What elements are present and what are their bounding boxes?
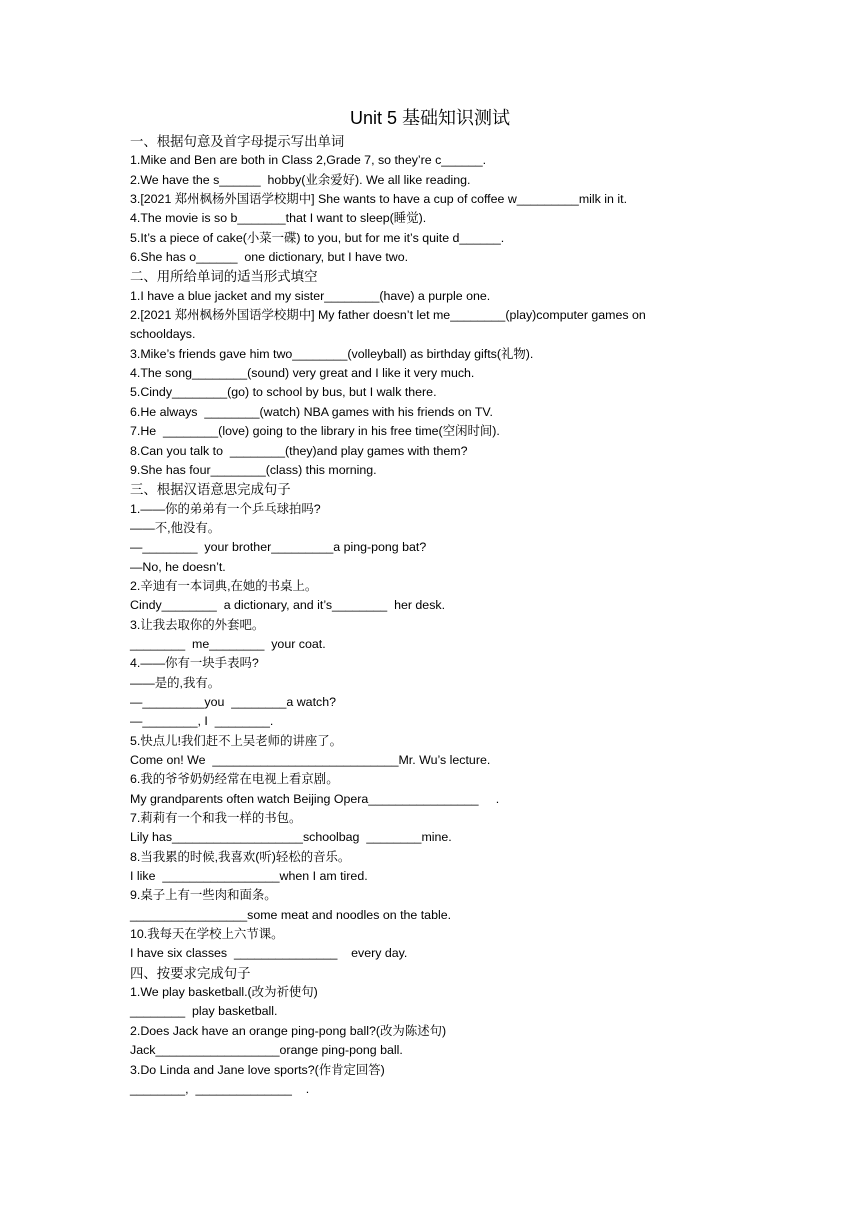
text-line: Come on! We ___________________________Mr. Wu’s lecture. bbox=[130, 753, 491, 767]
text-line: I like _________________when I am tired. bbox=[130, 869, 368, 884]
text-line: 6.He always ________(watch) NBA games with his friends on TV. bbox=[130, 404, 493, 419]
text-line: My grandparents often watch Beijing Opera________________ . bbox=[130, 791, 500, 806]
text-line: Jack__________________orange ping-pong ball. bbox=[130, 1043, 403, 1058]
text-line: ________ me________ your coat. bbox=[130, 636, 326, 651]
document-body bbox=[130, 132, 740, 1099]
text-line: 3.让我去取你的外套吧。 bbox=[130, 617, 265, 632]
text-line: 7.He ________(love) going to the library in his free time(空闲时间). bbox=[130, 424, 500, 439]
text-line: Lily has___________________schoolbag ________mine. bbox=[130, 830, 452, 845]
text-line: —________, I ________. bbox=[130, 714, 274, 729]
text-line: 8.当我累的时候,我喜欢(听)轻松的音乐。 bbox=[130, 849, 351, 864]
text-line: —________ your brother_________a ping-pong bat? bbox=[130, 540, 427, 555]
text-line: ________, ______________ . bbox=[130, 1081, 310, 1096]
text-line: —_________you ________a watch? bbox=[130, 694, 336, 709]
text-line: 6.She has o______ one dictionary, but I have two. bbox=[130, 250, 409, 265]
text-line: 7.莉莉有一个和我一样的书包。 bbox=[130, 811, 302, 826]
text-line: I have six classes _______________ every day. bbox=[130, 946, 408, 961]
section-heading: 二、用所给单词的适当形式填空 bbox=[130, 269, 318, 285]
text-line: 5.快点儿!我们赶不上吴老师的讲座了。 bbox=[130, 733, 343, 748]
text-line: ________ play basketball. bbox=[130, 1004, 278, 1019]
text-line: 10.我每天在学校上六节课。 bbox=[130, 927, 284, 942]
text-line: 1.Mike and Ben are both in Class 2,Grade 7, so they’re c______. bbox=[130, 153, 487, 168]
text-line: schooldays. bbox=[130, 327, 196, 342]
text-line: 2.Does Jack have an orange ping-pong ball?(改为陈述句) bbox=[130, 1023, 447, 1038]
text-line: 1.I have a blue jacket and my sister________(have) a purple one. bbox=[130, 288, 491, 303]
text-line: 2.We have the s______ hobby(业余爱好). We all like reading. bbox=[130, 172, 471, 187]
text-line: ——是的,我有。 bbox=[130, 675, 221, 690]
text-line: —No, he doesn’t. bbox=[130, 559, 226, 574]
text-line: 3.Do Linda and Jane love sports?(作肯定回答) bbox=[130, 1062, 385, 1077]
text-line: 4.The song________(sound) very great and I like it very much. bbox=[130, 366, 475, 381]
text-line: 9.桌子上有一些肉和面条。 bbox=[130, 888, 277, 903]
text-line: ——不,他没有。 bbox=[130, 520, 221, 535]
section-heading: 四、按要求完成句子 bbox=[130, 965, 251, 981]
text-line: 5.Cindy________(go) to school by bus, but I walk there. bbox=[130, 385, 437, 400]
text-line: 4.The movie is so b_______that I want to sleep(睡觉). bbox=[130, 211, 427, 226]
text-line: 1.——你的弟弟有一个乒乓球拍吗? bbox=[130, 501, 321, 516]
document-title: Unit 5 基础知识测试 bbox=[349, 108, 511, 128]
text-line: 2.[2021 郑州枫杨外国语学校期中] My father doesn’t let me________(play)computer games on bbox=[130, 308, 646, 323]
text-line: 9.She has four________(class) this morning. bbox=[130, 462, 377, 477]
text-line: _________________some meat and noodles on the table. bbox=[130, 907, 452, 922]
text-line: 8.Can you talk to ________(they)and play games with them? bbox=[130, 443, 468, 458]
text-line: 3.Mike’s friends gave him two________(volleyball) as birthday gifts(礼物). bbox=[130, 346, 534, 361]
section-heading: 一、根据句意及首字母提示写出单词 bbox=[130, 134, 345, 149]
text-line: 3.[2021 郑州枫杨外国语学校期中] She wants to have a cup of coffee w_________milk in it. bbox=[130, 192, 628, 207]
text-line: 5.It’s a piece of cake(小菜一碟) to you, but for me it’s quite d______. bbox=[130, 230, 505, 245]
text-line: 6.我的爷爷奶奶经常在电视上看京剧。 bbox=[130, 772, 339, 787]
text-line: 2.辛迪有一本词典,在她的书桌上。 bbox=[130, 578, 318, 593]
text-line: Cindy________ a dictionary, and it’s________ her desk. bbox=[130, 598, 446, 613]
text-line: 4.——你有一块手表吗? bbox=[130, 656, 259, 671]
text-line: 1.We play basketball.(改为祈使句) bbox=[130, 985, 318, 1000]
section-heading: 三、根据汉语意思完成句子 bbox=[130, 482, 291, 498]
